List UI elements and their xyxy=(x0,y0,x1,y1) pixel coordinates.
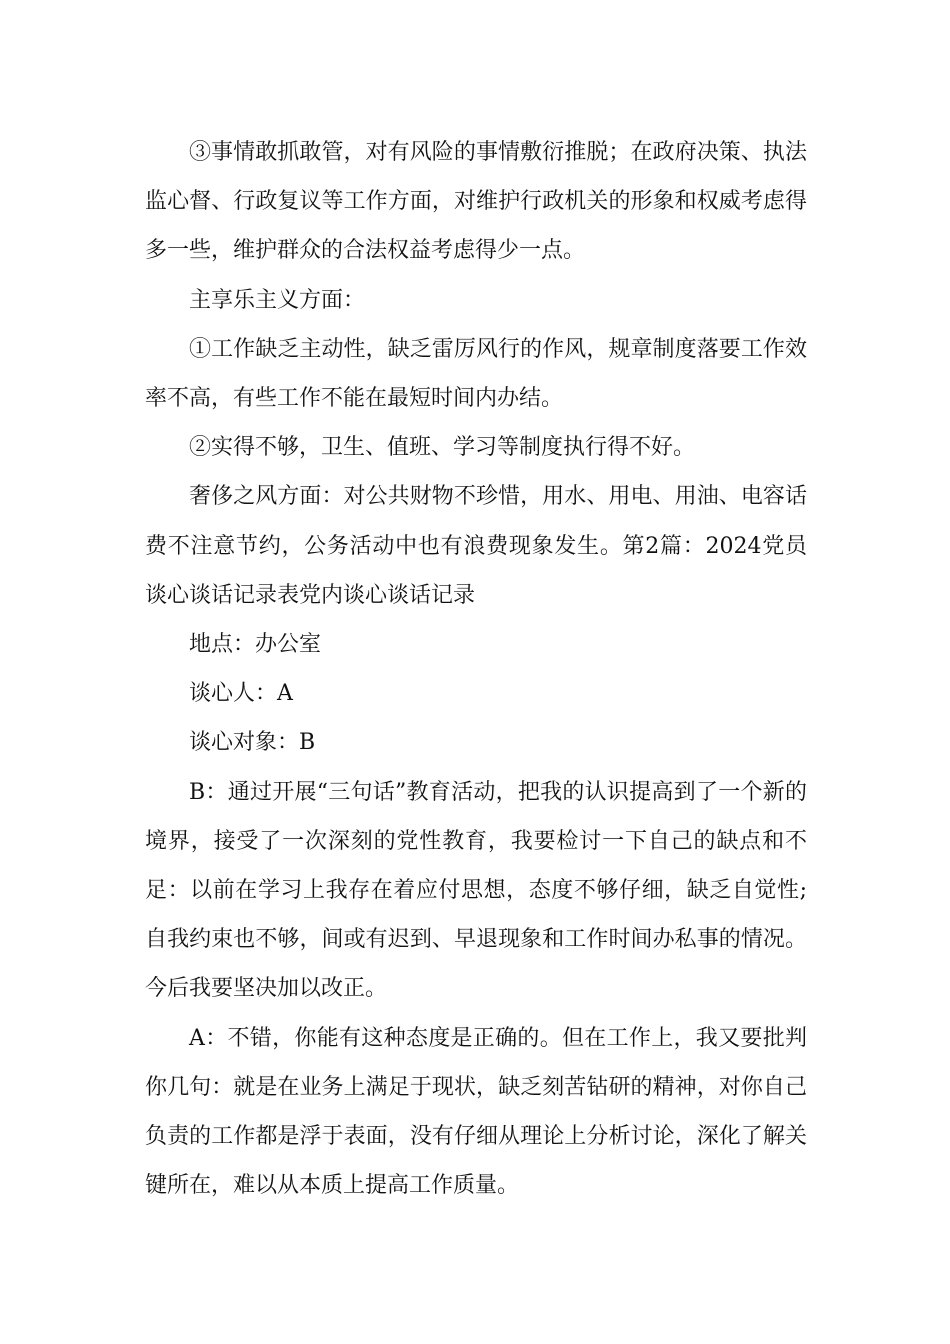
paragraph-initiative: ①工作缺乏主动性，缺乏雷厉风行的作风，规章制度落要工作效率不高，有些工作不能在最短时间内办结。 xyxy=(145,336,807,412)
paragraph-discipline: ②实得不够，卫生、值班、学习等制度执行得不好。 xyxy=(189,435,696,461)
paragraph-a-statement: A：不错，你能有这种态度是正确的。但在工作上，我又要批判你几句：就是在业务上满足于现状，缺乏刻苦钻研的精神，对你自己负责的工作都是浮于表面，没有仔细从理论上分析讨论，深化了解关键所在，难以从本质上提高工作质量。 xyxy=(145,1025,807,1199)
paragraph-hedonism-heading: 主享乐主义方面： xyxy=(189,287,366,313)
paragraph-interviewee: 谈心对象：B xyxy=(189,730,316,756)
paragraph-b-statement: B：通过开展“三句话”教育活动，把我的认识提高到了一个新的境界，接受了一次深刻的党性教育，我要检讨一下自己的缺点和不足：以前在学习上我存在着应付思想，态度不够仔细，缺乏自觉性;自我约束也不够，间或有迟到、早退现象和工作时间办私事的情况。今后我要坚决加以改正。 xyxy=(145,779,807,1002)
paragraph-risk-handling: ③事情敢抓敢管，对有风险的事情敷衍推脱；在政府决策、执法监心督、行政复议等工作方面，对维护行政机关的形象和权威考虑得多一些，维护群众的合法权益考虑得少一点。 xyxy=(145,140,807,264)
paragraph-extravagance: 奢侈之风方面：对公共财物不珍惜，用水、用电、用油、电容话费不注意节约，公务活动中也有浪费现象发生。第2篇：2024党员谈心谈话记录表党内谈心谈话记录 xyxy=(145,484,807,608)
paragraph-location: 地点：办公室 xyxy=(189,632,322,658)
document-body xyxy=(145,128,807,1210)
paragraph-interviewer: 谈心人：A xyxy=(189,681,293,707)
